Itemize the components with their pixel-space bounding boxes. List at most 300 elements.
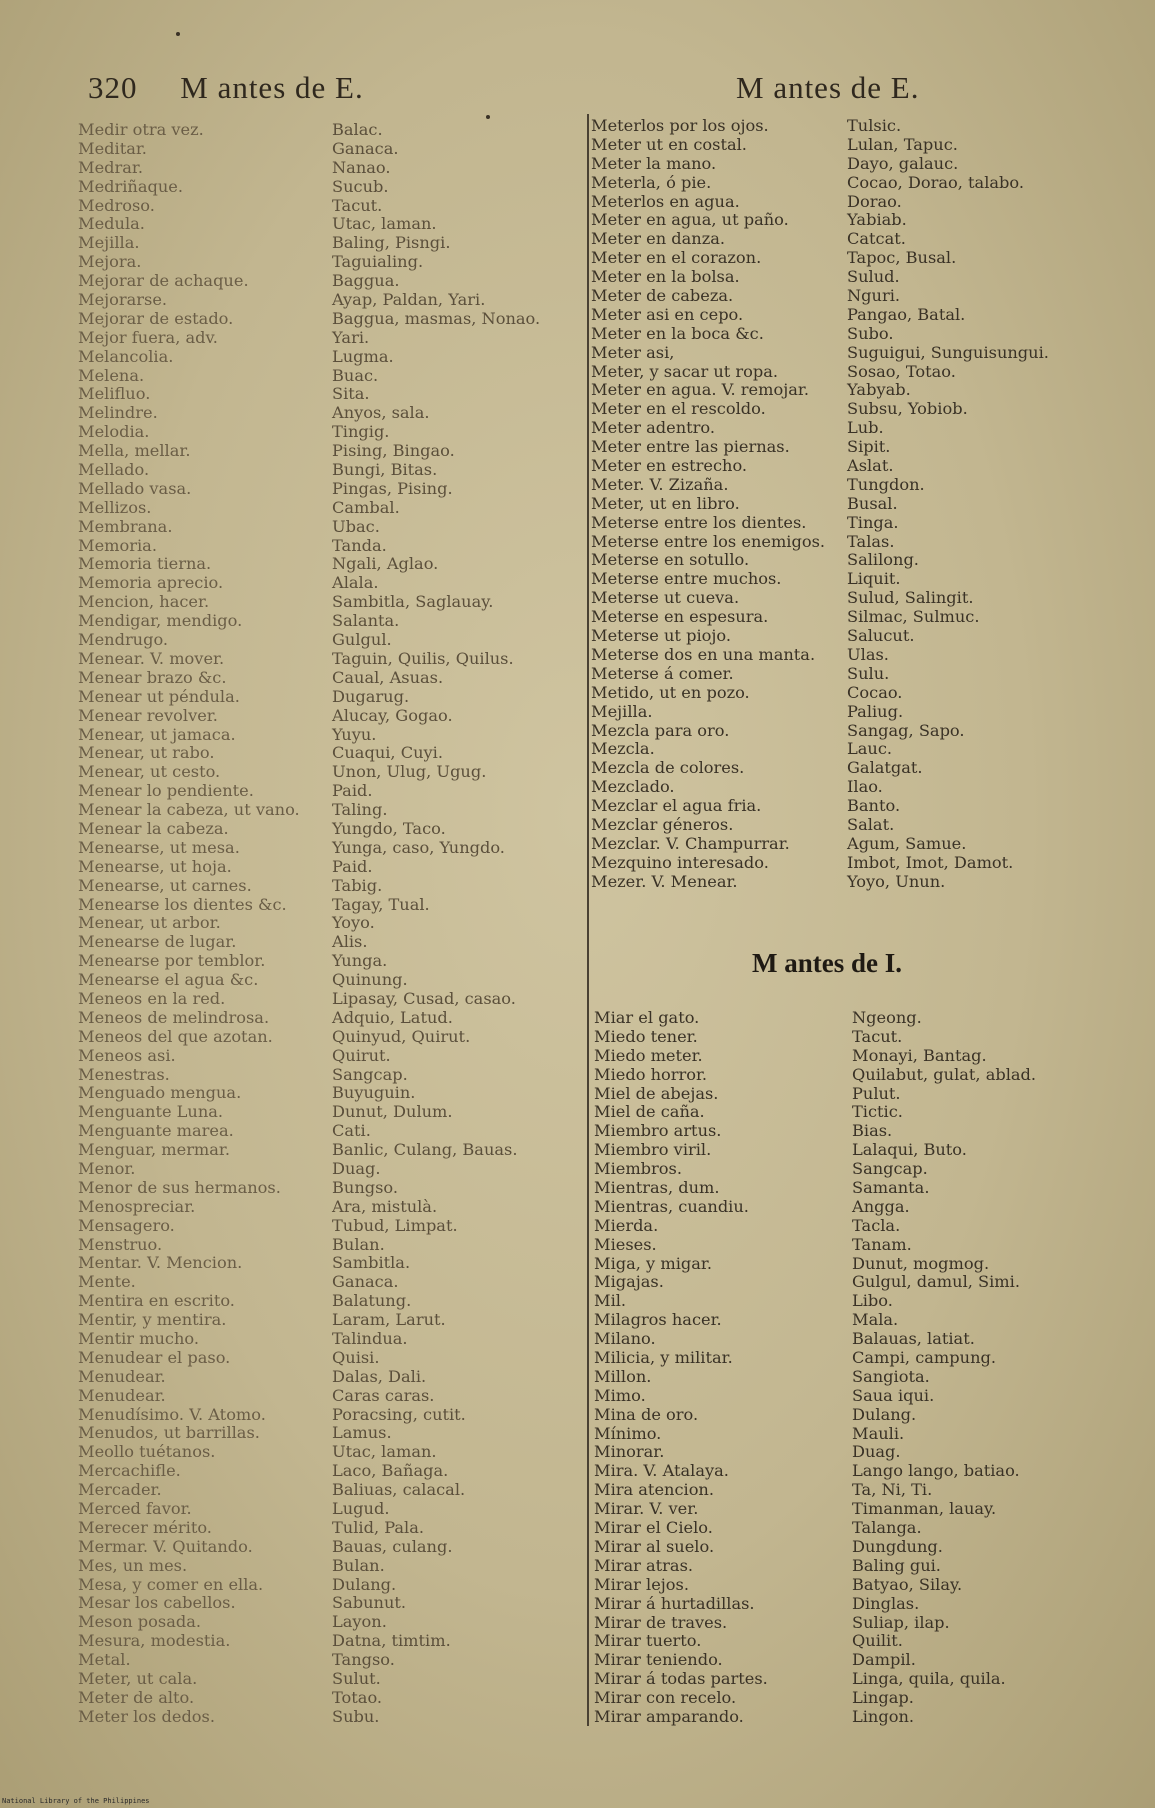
translation: Yabiab. <box>847 210 907 230</box>
translation: Yari. <box>332 327 370 347</box>
translation: Lingap. <box>852 1688 914 1708</box>
spanish-term: Menudísimo. V. Atomo. <box>78 1404 266 1424</box>
translation: Ganaca. <box>332 1272 399 1292</box>
spanish-term: Mensagero. <box>78 1215 175 1235</box>
paper-speck <box>486 115 490 119</box>
spanish-term: Miedo tener. <box>594 1026 698 1046</box>
dictionary-entry <box>78 1028 578 1047</box>
dictionary-entry <box>78 348 578 367</box>
translation: Poracsing, cutit. <box>332 1404 466 1424</box>
translation: Sulud, Salingit. <box>847 588 974 608</box>
dictionary-entry <box>78 593 578 612</box>
dictionary-entry <box>78 518 578 537</box>
dictionary-entry <box>78 442 578 461</box>
translation: Nanao. <box>332 157 391 177</box>
dictionary-entry <box>591 835 1111 854</box>
spanish-term: Menear la cabeza. <box>78 818 229 838</box>
spanish-term: Meneos de melindrosa. <box>78 1007 270 1027</box>
dictionary-entry <box>591 381 1111 400</box>
left-column-entries <box>78 121 578 1727</box>
spanish-term: Mencion, hacer. <box>78 592 210 612</box>
translation: Lauc. <box>847 739 893 759</box>
spanish-term: Millon. <box>594 1366 652 1386</box>
spanish-term: Mirar á hurtadillas. <box>594 1593 755 1613</box>
spanish-term: Meter ut en costal. <box>591 134 747 154</box>
dictionary-entry <box>78 1368 578 1387</box>
dictionary-entry <box>78 385 578 404</box>
dictionary-entry <box>594 1576 1114 1595</box>
dictionary-entry <box>78 1462 578 1481</box>
dictionary-entry <box>78 688 578 707</box>
dictionary-entry <box>594 1481 1114 1500</box>
translation: Bulan. <box>332 1555 385 1575</box>
spanish-term: Medriñaque. <box>78 176 184 196</box>
dictionary-entry <box>78 820 578 839</box>
spanish-term: Meneos asi. <box>78 1045 176 1065</box>
translation: Dayo, galauc. <box>847 153 959 173</box>
spanish-term: Mejora. <box>78 252 142 272</box>
translation: Imbot, Imot, Damot. <box>847 852 1014 872</box>
spanish-term: Menguante Luna. <box>78 1102 224 1122</box>
translation: Cati. <box>332 1121 371 1141</box>
dictionary-entry <box>78 1160 578 1179</box>
spanish-term: Meterse dos en una manta. <box>591 644 816 664</box>
translation: Alala. <box>332 573 379 593</box>
translation: Sipit. <box>847 437 891 457</box>
dictionary-entry <box>78 1538 578 1557</box>
translation: Unon, Ulug, Ugug. <box>332 762 487 782</box>
dictionary-entry <box>78 896 578 915</box>
dictionary-entry <box>591 740 1111 759</box>
dictionary-entry <box>78 537 578 556</box>
column-divider <box>587 114 589 1726</box>
dictionary-entry <box>594 1311 1114 1330</box>
translation: Quirut. <box>332 1045 391 1065</box>
spanish-term: Miembro viril. <box>594 1140 712 1160</box>
translation: Banlic, Culang, Bauas. <box>332 1140 518 1160</box>
dictionary-entry <box>78 555 578 574</box>
translation: Subo. <box>847 323 894 343</box>
dictionary-entry <box>591 211 1111 230</box>
dictionary-entry <box>78 669 578 688</box>
translation: Taguialing. <box>332 252 424 272</box>
spanish-term: Minorar. <box>594 1442 665 1462</box>
translation: Sambitla. <box>332 1253 411 1273</box>
spanish-term: Mendigar, mendigo. <box>78 611 243 631</box>
dictionary-entry <box>591 533 1111 552</box>
translation: Paid. <box>332 856 373 876</box>
dictionary-entry <box>591 797 1111 816</box>
dictionary-entry <box>78 971 578 990</box>
dictionary-entry <box>594 1349 1114 1368</box>
translation: Tabig. <box>332 875 383 895</box>
spanish-term: Meter asi en cepo. <box>591 304 744 324</box>
spanish-term: Menearse, ut hoja. <box>78 856 232 876</box>
dictionary-entry <box>594 1462 1114 1481</box>
dictionary-entry <box>78 1179 578 1198</box>
spanish-term: Meterse entre los enemigos. <box>591 531 826 551</box>
dictionary-entry <box>591 268 1111 287</box>
spanish-term: Miel de abejas. <box>594 1083 719 1103</box>
spanish-term: Mira atencion. <box>594 1480 715 1500</box>
translation: Tapoc, Busal. <box>847 248 957 268</box>
spanish-term: Mellado. <box>78 460 150 480</box>
translation: Tangso. <box>332 1650 395 1670</box>
spanish-term: Meter en danza. <box>591 229 726 249</box>
translation: Catcat. <box>847 229 906 249</box>
spanish-term: Mentir mucho. <box>78 1329 200 1348</box>
translation: Bias. <box>852 1121 893 1141</box>
dictionary-entry <box>78 1254 578 1273</box>
dictionary-entry <box>594 1122 1114 1141</box>
dictionary-entry <box>78 612 578 631</box>
spanish-term: Meter. V. Zizaña. <box>591 474 729 494</box>
spanish-term: Menearse de lugar. <box>78 932 237 952</box>
spanish-term: Miedo meter. <box>594 1045 703 1065</box>
dictionary-entry <box>594 1443 1114 1462</box>
dictionary-entry <box>591 344 1111 363</box>
dictionary-entry <box>78 914 578 933</box>
translation: Taguin, Quilis, Quilus. <box>332 648 514 668</box>
spanish-term: Melindre. <box>78 403 158 423</box>
dictionary-entry <box>591 174 1111 193</box>
translation: Bauas, culang. <box>332 1536 453 1556</box>
spanish-term: Mezcla para oro. <box>591 720 730 740</box>
dictionary-entry <box>78 1670 578 1689</box>
spanish-term: Menor. <box>78 1158 136 1178</box>
dictionary-entry <box>591 608 1111 627</box>
dictionary-entry <box>78 121 578 140</box>
translation: Ara, mistulà. <box>332 1196 438 1216</box>
translation: Baling, Pisngi. <box>332 233 451 253</box>
spanish-term: Memoria. <box>78 535 157 555</box>
dictionary-entry <box>594 1103 1114 1122</box>
spanish-term: Meter en el rescoldo. <box>591 399 766 419</box>
spanish-term: Mentira en escrito. <box>78 1291 235 1311</box>
dictionary-entry <box>591 136 1111 155</box>
translation: Tingig. <box>332 422 390 442</box>
spanish-term: Medir otra vez. <box>78 120 204 139</box>
spanish-term: Meterse entre los dientes. <box>591 512 807 532</box>
spanish-term: Mejorar de achaque. <box>78 271 249 291</box>
spanish-term: Mejorar de estado. <box>78 308 234 328</box>
dictionary-entry <box>78 952 578 971</box>
translation: Aslat. <box>847 456 894 476</box>
dictionary-entry <box>591 457 1111 476</box>
translation: Tacut. <box>332 195 383 215</box>
dictionary-entry <box>594 1670 1114 1689</box>
spanish-term: Meter, ut en libro. <box>591 493 740 513</box>
spanish-term: Meter en estrecho. <box>591 456 748 476</box>
dictionary-entry <box>591 363 1111 382</box>
translation: Ngali, Aglao. <box>332 554 439 574</box>
page-header-left <box>88 70 364 118</box>
dictionary-entry <box>594 1689 1114 1708</box>
dictionary-entry <box>591 495 1111 514</box>
spanish-term: Miel de caña. <box>594 1102 705 1122</box>
spanish-term: Mente. <box>78 1272 136 1292</box>
translation: Cocao, Dorao, talabo. <box>847 172 1024 192</box>
dictionary-entry <box>78 1689 578 1708</box>
translation: Dalas, Dali. <box>332 1366 427 1386</box>
spanish-term: Meterse en espesura. <box>591 607 769 627</box>
spanish-term: Metal. <box>78 1650 131 1670</box>
dictionary-entry <box>78 1047 578 1066</box>
translation: Lipasay, Cusad, casao. <box>332 988 516 1008</box>
spanish-term: Menstruo. <box>78 1234 163 1254</box>
spanish-term: Miembros. <box>594 1159 682 1179</box>
spanish-term: Mendrugo. <box>78 630 169 650</box>
translation: Angga. <box>852 1196 910 1216</box>
spanish-term: Mercachifle. <box>78 1461 181 1481</box>
dictionary-entry <box>591 778 1111 797</box>
spanish-term: Mierda. <box>594 1215 659 1235</box>
translation: Pangao, Batal. <box>847 304 966 324</box>
dictionary-entry <box>591 627 1111 646</box>
translation: Samanta. <box>852 1178 930 1198</box>
page-header-right <box>736 70 919 118</box>
spanish-term: Menudear. <box>78 1385 166 1405</box>
translation: Lalaqui, Buto. <box>852 1140 967 1160</box>
translation: Dunut, Dulum. <box>332 1102 453 1122</box>
translation: Sabunut. <box>332 1593 407 1613</box>
spanish-term: Membrana. <box>78 516 173 536</box>
dictionary-entry <box>591 155 1111 174</box>
spanish-term: Merecer mérito. <box>78 1517 212 1537</box>
dictionary-entry <box>594 1425 1114 1444</box>
translation: Sulut. <box>332 1669 381 1689</box>
dictionary-entry <box>78 707 578 726</box>
dictionary-entry <box>594 1519 1114 1538</box>
dictionary-entry <box>78 990 578 1009</box>
translation: Salilong. <box>847 550 919 570</box>
translation: Salat. <box>847 814 895 834</box>
dictionary-entry <box>78 1122 578 1141</box>
dictionary-entry <box>78 1084 578 1103</box>
translation: Dampil. <box>852 1650 916 1670</box>
translation: Timanman, lauay. <box>852 1499 997 1519</box>
spanish-term: Menguar, mermar. <box>78 1140 231 1160</box>
spanish-term: Menear lo pendiente. <box>78 781 254 801</box>
spanish-term: Menearse los dientes &c. <box>78 894 287 914</box>
dictionary-entry <box>594 1538 1114 1557</box>
dictionary-entry <box>594 1028 1114 1047</box>
spanish-term: Meterse entre muchos. <box>591 569 782 589</box>
spanish-term: Menear ut péndula. <box>78 686 240 706</box>
dictionary-entry <box>594 1066 1114 1085</box>
spanish-term: Menearse el agua &c. <box>78 970 259 990</box>
translation: Ganaca. <box>332 138 399 158</box>
spanish-term: Mirar lejos. <box>594 1574 689 1594</box>
spanish-term: Mentar. V. Mencion. <box>78 1253 243 1273</box>
spanish-term: Meterse ut piojo. <box>591 626 731 646</box>
spanish-term: Meter, y sacar ut ropa. <box>591 361 779 381</box>
translation: Tacla. <box>852 1215 901 1235</box>
spanish-term: Meneos del que azotan. <box>78 1026 273 1046</box>
spanish-term: Mes, un mes. <box>78 1555 188 1575</box>
dictionary-entry <box>594 1632 1114 1651</box>
translation: Yungdo, Taco. <box>332 818 446 838</box>
spanish-term: Menguante marea. <box>78 1121 234 1141</box>
dictionary-entry <box>78 1632 578 1651</box>
translation: Ayap, Paldan, Yari. <box>332 290 486 310</box>
spanish-term: Meneos en la red. <box>78 988 226 1008</box>
dictionary-entry <box>78 1198 578 1217</box>
translation: Yabyab. <box>847 380 911 400</box>
spanish-term: Meson posada. <box>78 1612 202 1632</box>
dictionary-entry <box>591 117 1111 136</box>
dictionary-entry <box>591 249 1111 268</box>
spanish-term: Mezcla de colores. <box>591 758 745 778</box>
spanish-term: Menudear el paso. <box>78 1347 231 1367</box>
dictionary-entry <box>594 1217 1114 1236</box>
translation: Suguigui, Sunguisungui. <box>847 342 1049 362</box>
dictionary-entry <box>78 367 578 386</box>
translation: Baggua. <box>332 271 400 291</box>
translation: Salucut. <box>847 626 915 646</box>
translation: Tictic. <box>852 1102 903 1122</box>
footer-credit: National Library of the Philippines <box>2 1797 150 1805</box>
translation: Yunga. <box>332 951 388 971</box>
translation: Agum, Samue. <box>847 833 967 853</box>
translation: Ilao. <box>847 777 883 797</box>
translation: Alucay, Gogao. <box>332 705 453 725</box>
spanish-term: Milano. <box>594 1329 656 1349</box>
dictionary-entry <box>78 499 578 518</box>
spanish-term: Meterlos en agua. <box>591 191 740 211</box>
spanish-term: Melodia. <box>78 422 150 442</box>
spanish-term: Meter asi, <box>591 342 675 362</box>
spanish-term: Meter de cabeza. <box>591 286 734 306</box>
translation: Caras caras. <box>332 1385 435 1405</box>
dictionary-entry <box>78 1273 578 1292</box>
dictionary-entry <box>591 646 1111 665</box>
dictionary-entry <box>78 1500 578 1519</box>
translation: Bungso. <box>332 1177 399 1197</box>
translation: Totao. <box>332 1687 383 1707</box>
header-title-left: M antes de E. <box>180 70 364 105</box>
translation: Caual, Asuas. <box>332 667 444 687</box>
spanish-term: Menear brazo &c. <box>78 667 227 687</box>
dictionary-entry <box>78 1387 578 1406</box>
dictionary-entry <box>78 1613 578 1632</box>
spanish-term: Meter en el corazon. <box>591 248 762 268</box>
dictionary-entry <box>78 234 578 253</box>
dictionary-entry <box>591 419 1111 438</box>
translation: Tagay, Tual. <box>332 894 430 914</box>
translation: Subsu, Yobiob. <box>847 399 968 419</box>
page-number: 320 <box>88 70 138 105</box>
translation: Monayi, Bantag. <box>852 1045 987 1065</box>
dictionary-entry <box>78 839 578 858</box>
dictionary-entry <box>78 744 578 763</box>
dictionary-entry <box>78 1443 578 1462</box>
dictionary-entry <box>591 476 1111 495</box>
translation: Buyuguin. <box>332 1083 416 1103</box>
spanish-term: Migajas. <box>594 1272 664 1292</box>
dictionary-entry <box>78 480 578 499</box>
dictionary-entry <box>78 1236 578 1255</box>
spanish-term: Mientras, dum. <box>594 1178 720 1198</box>
dictionary-entry <box>78 310 578 329</box>
dictionary-entry <box>591 514 1111 533</box>
dictionary-entry <box>78 215 578 234</box>
dictionary-entry <box>78 1594 578 1613</box>
header-title-right: M antes de E. <box>736 70 920 105</box>
dictionary-entry <box>78 1576 578 1595</box>
dictionary-entry <box>78 1311 578 1330</box>
spanish-term: Meterse á comer. <box>591 663 734 683</box>
dictionary-entry <box>594 1255 1114 1274</box>
spanish-term: Merced favor. <box>78 1499 192 1519</box>
dictionary-entry <box>78 650 578 669</box>
translation: Pulut. <box>852 1083 901 1103</box>
spanish-term: Meter adentro. <box>591 418 715 438</box>
translation: Lugma. <box>332 346 394 366</box>
translation: Balatung. <box>332 1291 412 1311</box>
translation: Lango lango, batiao. <box>852 1461 1020 1481</box>
dictionary-entry <box>78 1406 578 1425</box>
translation: Quinyud, Quirut. <box>332 1026 471 1046</box>
dictionary-entry <box>78 1066 578 1085</box>
dictionary-entry <box>594 1651 1114 1670</box>
translation: Baling gui. <box>852 1555 941 1575</box>
dictionary-entry <box>594 1557 1114 1576</box>
dictionary-entry <box>78 631 578 650</box>
dictionary-entry <box>591 193 1111 212</box>
dictionary-entry <box>78 858 578 877</box>
spanish-term: Miembro artus. <box>594 1121 722 1141</box>
dictionary-entry <box>78 178 578 197</box>
translation: Suliap, ilap. <box>852 1612 950 1632</box>
translation: Ta, Ni, Ti. <box>852 1480 933 1500</box>
dictionary-entry <box>591 722 1111 741</box>
spanish-term: Mezclar. V. Champurrar. <box>591 833 790 853</box>
spanish-term: Mirar. V. ver. <box>594 1499 699 1519</box>
translation: Ubac. <box>332 516 380 536</box>
spanish-term: Mercader. <box>78 1480 162 1500</box>
dictionary-entry <box>78 1481 578 1500</box>
dictionary-entry <box>591 665 1111 684</box>
spanish-term: Meter en agua. V. remojar. <box>591 380 809 400</box>
dictionary-entry <box>591 684 1111 703</box>
spanish-term: Mimo. <box>594 1385 646 1405</box>
dictionary-entry <box>594 1708 1114 1727</box>
translation: Pingas, Pising. <box>332 478 453 498</box>
spanish-term: Meterse ut cueva. <box>591 588 740 608</box>
dictionary-entry <box>78 404 578 423</box>
translation: Batyao, Silay. <box>852 1574 963 1594</box>
translation: Quilabut, gulat, ablad. <box>852 1064 1037 1084</box>
translation: Quisi. <box>332 1347 380 1367</box>
spanish-term: Menearse, ut carnes. <box>78 875 252 895</box>
dictionary-entry <box>591 589 1111 608</box>
translation: Sosao, Totao. <box>847 361 956 381</box>
spanish-term: Mejor fuera, adv. <box>78 327 218 347</box>
translation: Talas. <box>847 531 895 551</box>
translation: Sangag, Sapo. <box>847 720 965 740</box>
translation: Utac, laman. <box>332 214 437 234</box>
dictionary-entry <box>591 551 1111 570</box>
spanish-term: Mermar. V. Quitando. <box>78 1536 253 1556</box>
dictionary-entry <box>594 1330 1114 1349</box>
translation: Bungi, Bitas. <box>332 460 438 480</box>
translation: Tacut. <box>852 1026 903 1046</box>
spanish-term: Menor de sus hermanos. <box>78 1177 281 1197</box>
spanish-term: Mientras, cuandiu. <box>594 1196 749 1216</box>
spanish-term: Mejorarse. <box>78 290 168 310</box>
dictionary-entry <box>591 759 1111 778</box>
